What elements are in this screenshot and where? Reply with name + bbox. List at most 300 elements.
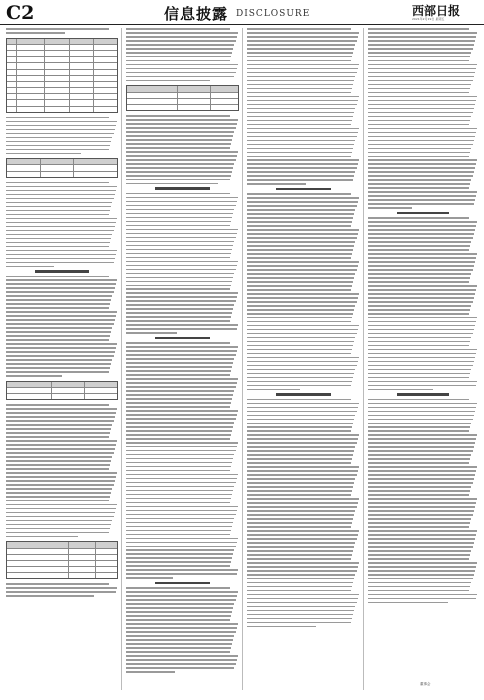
text-line bbox=[126, 320, 230, 322]
section-title: 信息披露 bbox=[164, 5, 229, 23]
text-line bbox=[126, 542, 237, 544]
text-line bbox=[6, 121, 117, 123]
text-line bbox=[368, 482, 473, 484]
text-line bbox=[247, 574, 355, 576]
text-line bbox=[368, 586, 470, 588]
text-line bbox=[368, 237, 473, 239]
text-line bbox=[126, 394, 233, 396]
text-line bbox=[247, 626, 316, 628]
text-line bbox=[126, 667, 234, 669]
text-line bbox=[126, 179, 230, 181]
text-line bbox=[6, 307, 109, 309]
text-line bbox=[126, 611, 232, 613]
text-line bbox=[247, 233, 358, 235]
text-line bbox=[247, 454, 353, 456]
text-line bbox=[247, 229, 359, 231]
text-line bbox=[126, 217, 232, 219]
text-line bbox=[368, 88, 470, 90]
text-line bbox=[368, 148, 471, 150]
text-line bbox=[126, 514, 236, 516]
text-line bbox=[368, 32, 477, 34]
text-line bbox=[368, 546, 473, 548]
text-line bbox=[368, 225, 476, 227]
text-line bbox=[126, 474, 238, 476]
text-line bbox=[6, 460, 111, 462]
text-line bbox=[126, 233, 237, 235]
text-line bbox=[368, 462, 469, 464]
text-line bbox=[6, 468, 109, 470]
text-line bbox=[126, 64, 238, 66]
column-divider bbox=[121, 28, 122, 690]
text-line bbox=[247, 156, 351, 158]
text-line bbox=[126, 663, 236, 665]
text-line bbox=[126, 577, 173, 579]
text-line bbox=[247, 478, 355, 480]
text-line bbox=[126, 151, 238, 153]
text-line bbox=[6, 262, 114, 264]
text-line bbox=[247, 502, 358, 504]
text-line bbox=[247, 415, 355, 417]
text-line bbox=[247, 321, 351, 323]
text-line bbox=[6, 206, 111, 208]
text-line bbox=[368, 333, 473, 335]
text-line bbox=[368, 349, 477, 351]
text-line bbox=[247, 582, 353, 584]
text-line bbox=[368, 253, 477, 255]
text-line bbox=[368, 442, 475, 444]
text-line bbox=[247, 257, 351, 259]
text-line bbox=[6, 343, 117, 345]
text-line bbox=[6, 186, 117, 188]
text-line bbox=[368, 156, 469, 158]
text-line bbox=[126, 52, 232, 54]
text-line bbox=[126, 502, 230, 504]
text-line bbox=[126, 607, 233, 609]
text-line bbox=[247, 345, 353, 347]
text-line bbox=[247, 100, 358, 102]
text-line bbox=[247, 419, 354, 421]
text-line bbox=[126, 366, 232, 368]
text-line bbox=[6, 258, 115, 260]
text-line bbox=[247, 159, 359, 161]
text-line bbox=[247, 407, 358, 409]
text-line bbox=[126, 44, 234, 46]
text-line bbox=[126, 526, 232, 528]
text-line bbox=[126, 538, 238, 540]
text-line bbox=[368, 136, 475, 138]
text-line bbox=[368, 403, 477, 405]
text-line bbox=[247, 606, 355, 608]
text-line bbox=[368, 329, 474, 331]
section-heading bbox=[397, 393, 450, 395]
column-3 bbox=[247, 28, 360, 630]
text-line bbox=[6, 367, 110, 369]
text-line bbox=[368, 345, 469, 347]
text-line bbox=[126, 671, 175, 673]
text-line bbox=[247, 542, 355, 544]
text-line bbox=[6, 246, 109, 248]
text-line bbox=[247, 403, 359, 405]
text-line bbox=[126, 569, 238, 571]
text-line bbox=[6, 412, 116, 414]
text-line bbox=[126, 281, 232, 283]
text-line bbox=[126, 273, 234, 275]
text-line bbox=[247, 426, 352, 428]
text-line bbox=[368, 233, 474, 235]
text-line bbox=[247, 253, 352, 255]
text-line bbox=[126, 316, 231, 318]
text-line bbox=[6, 250, 117, 252]
text-line bbox=[126, 494, 232, 496]
text-line bbox=[6, 583, 109, 585]
text-line bbox=[247, 369, 355, 371]
text-line bbox=[6, 210, 110, 212]
text-line bbox=[368, 221, 477, 223]
text-line bbox=[126, 466, 231, 468]
text-line bbox=[247, 225, 351, 227]
text-line bbox=[368, 305, 471, 307]
text-line bbox=[247, 108, 355, 110]
text-line bbox=[6, 424, 112, 426]
text-line bbox=[247, 442, 357, 444]
text-line bbox=[126, 591, 238, 593]
text-line bbox=[247, 265, 358, 267]
text-line bbox=[368, 369, 471, 371]
text-line bbox=[247, 241, 355, 243]
text-line bbox=[126, 300, 236, 302]
text-line bbox=[368, 423, 471, 425]
text-line bbox=[368, 60, 469, 62]
text-line bbox=[247, 201, 358, 203]
text-line bbox=[368, 28, 469, 30]
text-line bbox=[247, 193, 351, 195]
text-line bbox=[247, 28, 351, 30]
text-line bbox=[247, 72, 357, 74]
text-line bbox=[247, 96, 359, 98]
text-line bbox=[247, 538, 357, 540]
text-line bbox=[126, 458, 233, 460]
text-line bbox=[247, 60, 351, 62]
section-title-en: DISCLOSURE bbox=[236, 9, 311, 19]
text-line bbox=[368, 385, 476, 387]
text-line bbox=[126, 599, 236, 601]
text-line bbox=[368, 602, 448, 604]
page-number: C2 bbox=[6, 2, 35, 24]
text-line bbox=[368, 341, 470, 343]
text-line bbox=[368, 48, 473, 50]
section-heading bbox=[35, 270, 89, 272]
text-line bbox=[126, 530, 231, 532]
text-line bbox=[247, 309, 354, 311]
text-line bbox=[126, 595, 237, 597]
text-line bbox=[368, 522, 470, 524]
text-line bbox=[368, 116, 471, 118]
text-line bbox=[247, 301, 357, 303]
text-line bbox=[368, 241, 471, 243]
text-line bbox=[126, 167, 233, 169]
text-line bbox=[368, 574, 474, 576]
text-line bbox=[247, 171, 355, 173]
text-line bbox=[126, 398, 232, 400]
text-line bbox=[6, 222, 116, 224]
text-line bbox=[6, 480, 115, 482]
text-line bbox=[368, 450, 473, 452]
text-line bbox=[247, 385, 351, 387]
text-line bbox=[126, 482, 236, 484]
data-table bbox=[6, 38, 118, 113]
text-line bbox=[126, 643, 232, 645]
text-line bbox=[247, 237, 357, 239]
text-line bbox=[247, 610, 354, 612]
table-row bbox=[7, 107, 117, 112]
text-line bbox=[6, 133, 114, 135]
text-line bbox=[126, 324, 238, 326]
text-line bbox=[368, 494, 469, 496]
text-line bbox=[126, 358, 234, 360]
text-line bbox=[247, 167, 357, 169]
text-line bbox=[368, 257, 476, 259]
text-line bbox=[6, 339, 109, 341]
text-line bbox=[247, 365, 357, 367]
text-line bbox=[368, 195, 476, 197]
text-line bbox=[368, 128, 477, 130]
text-line bbox=[126, 285, 231, 287]
text-line bbox=[368, 498, 477, 500]
text-line bbox=[368, 96, 477, 98]
text-line bbox=[6, 230, 114, 232]
text-line bbox=[126, 241, 234, 243]
text-line bbox=[247, 458, 352, 460]
text-line bbox=[247, 92, 351, 94]
text-line bbox=[368, 373, 470, 375]
text-line bbox=[126, 374, 230, 376]
text-line bbox=[247, 163, 358, 165]
text-line bbox=[126, 143, 231, 145]
section-heading bbox=[276, 393, 330, 395]
text-line bbox=[6, 472, 117, 474]
text-line bbox=[247, 490, 352, 492]
text-line bbox=[247, 175, 354, 177]
text-line bbox=[6, 363, 111, 365]
text-line bbox=[368, 558, 469, 560]
text-line bbox=[368, 80, 473, 82]
text-line bbox=[368, 534, 476, 536]
text-line bbox=[247, 245, 354, 247]
text-line bbox=[6, 129, 115, 131]
text-line bbox=[368, 415, 474, 417]
text-line bbox=[368, 265, 474, 267]
text-line bbox=[6, 404, 109, 406]
text-line bbox=[126, 159, 236, 161]
text-line bbox=[368, 550, 471, 552]
text-line bbox=[247, 261, 359, 263]
text-line bbox=[6, 311, 117, 313]
text-line bbox=[368, 245, 470, 247]
text-line bbox=[368, 217, 469, 219]
text-line bbox=[247, 534, 358, 536]
text-line bbox=[126, 382, 237, 384]
text-line bbox=[368, 44, 474, 46]
text-line bbox=[247, 566, 358, 568]
text-line bbox=[126, 253, 231, 255]
text-line bbox=[368, 514, 473, 516]
text-line bbox=[126, 406, 230, 408]
text-line bbox=[6, 528, 110, 530]
text-line bbox=[368, 297, 474, 299]
text-line bbox=[247, 305, 355, 307]
text-line bbox=[6, 266, 54, 268]
text-line bbox=[126, 651, 230, 653]
text-line bbox=[368, 273, 471, 275]
text-line bbox=[368, 430, 469, 432]
text-line bbox=[126, 221, 231, 223]
text-line bbox=[247, 526, 351, 528]
text-line bbox=[368, 269, 473, 271]
text-line bbox=[247, 144, 354, 146]
text-line bbox=[247, 52, 353, 54]
text-line bbox=[6, 331, 111, 333]
text-line bbox=[368, 377, 469, 379]
text-line bbox=[368, 72, 475, 74]
text-line bbox=[368, 426, 470, 428]
text-line bbox=[126, 312, 232, 314]
text-line bbox=[6, 440, 117, 442]
text-line bbox=[126, 80, 210, 82]
text-line bbox=[126, 261, 238, 263]
text-line bbox=[247, 546, 354, 548]
text-line bbox=[126, 342, 230, 344]
text-line bbox=[368, 179, 471, 181]
text-line bbox=[247, 213, 354, 215]
text-line bbox=[6, 137, 112, 139]
text-line bbox=[368, 301, 473, 303]
text-line bbox=[126, 615, 231, 617]
text-line bbox=[6, 153, 81, 155]
text-line bbox=[247, 586, 352, 588]
text-line bbox=[126, 522, 233, 524]
text-line bbox=[247, 56, 352, 58]
text-line bbox=[368, 187, 469, 189]
text-line bbox=[126, 418, 236, 420]
text-line bbox=[368, 590, 469, 592]
text-line bbox=[247, 558, 351, 560]
text-line bbox=[368, 132, 476, 134]
text-line bbox=[368, 325, 475, 327]
text-line bbox=[368, 502, 476, 504]
text-line bbox=[126, 209, 234, 211]
text-line bbox=[368, 56, 470, 58]
section-heading bbox=[155, 337, 209, 339]
text-line bbox=[6, 371, 109, 373]
text-line bbox=[247, 550, 353, 552]
text-line bbox=[126, 131, 234, 133]
text-line bbox=[126, 553, 233, 555]
text-line bbox=[247, 614, 353, 616]
text-line bbox=[126, 450, 236, 452]
text-line bbox=[368, 399, 469, 401]
text-line bbox=[247, 88, 352, 90]
text-line bbox=[126, 123, 237, 125]
text-line bbox=[247, 317, 352, 319]
text-line bbox=[368, 526, 469, 528]
text-line bbox=[368, 490, 470, 492]
text-line bbox=[6, 190, 116, 192]
text-line bbox=[6, 287, 115, 289]
text-line bbox=[368, 562, 477, 564]
text-line bbox=[368, 598, 476, 600]
text-line bbox=[126, 498, 231, 500]
text-line bbox=[247, 285, 352, 287]
text-line bbox=[126, 631, 236, 633]
text-line bbox=[6, 194, 115, 196]
text-line bbox=[247, 40, 357, 42]
text-line bbox=[368, 578, 473, 580]
text-line bbox=[247, 423, 353, 425]
text-line bbox=[368, 120, 470, 122]
text-line bbox=[368, 389, 433, 391]
text-line bbox=[247, 277, 354, 279]
text-line bbox=[247, 116, 353, 118]
text-line bbox=[368, 458, 470, 460]
text-line bbox=[368, 594, 477, 596]
text-line bbox=[368, 36, 476, 38]
text-line bbox=[247, 104, 357, 106]
text-line bbox=[126, 197, 238, 199]
text-line bbox=[126, 269, 236, 271]
text-line bbox=[6, 327, 112, 329]
text-line bbox=[6, 448, 115, 450]
text-line bbox=[6, 28, 109, 30]
text-line bbox=[126, 265, 237, 267]
text-line bbox=[368, 140, 474, 142]
text-line bbox=[126, 76, 234, 78]
text-line bbox=[126, 378, 238, 380]
text-line bbox=[368, 159, 477, 161]
text-line bbox=[126, 587, 230, 589]
text-line bbox=[6, 335, 110, 337]
text-line bbox=[368, 203, 474, 205]
text-line bbox=[126, 619, 230, 621]
text-line bbox=[126, 225, 230, 227]
text-line bbox=[368, 76, 474, 78]
text-line bbox=[6, 416, 115, 418]
text-line bbox=[6, 242, 110, 244]
text-line bbox=[6, 456, 112, 458]
section-heading bbox=[155, 582, 209, 584]
text-line bbox=[368, 321, 476, 323]
text-line bbox=[368, 538, 475, 540]
text-line bbox=[247, 411, 357, 413]
text-line bbox=[126, 332, 177, 334]
text-line bbox=[6, 355, 114, 357]
column-1 bbox=[6, 28, 118, 599]
text-line bbox=[247, 84, 353, 86]
text-line bbox=[126, 434, 231, 436]
text-line bbox=[368, 52, 471, 54]
text-line bbox=[247, 377, 353, 379]
text-line bbox=[368, 261, 475, 263]
text-line bbox=[126, 155, 237, 157]
text-line bbox=[126, 623, 238, 625]
text-line bbox=[368, 357, 475, 359]
text-line bbox=[126, 446, 237, 448]
text-line bbox=[126, 229, 238, 231]
text-line bbox=[247, 132, 358, 134]
text-line bbox=[368, 92, 469, 94]
text-line bbox=[368, 289, 476, 291]
text-line bbox=[126, 193, 230, 195]
text-line bbox=[126, 68, 237, 70]
